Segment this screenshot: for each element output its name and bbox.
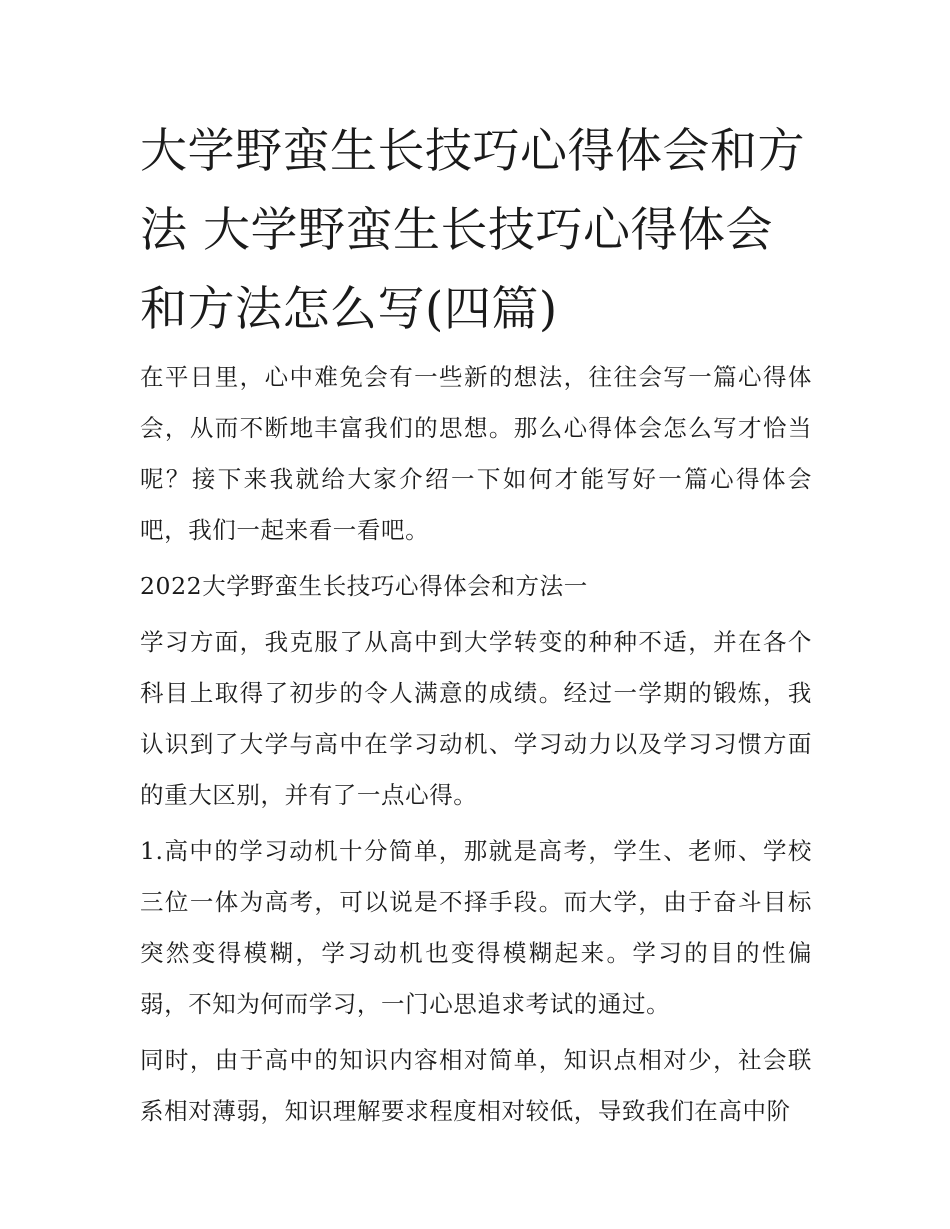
body-paragraph: 1.高中的学习动机十分简单，那就是高考，学生、老师、学校三位一体为高考，可以说是不择手段。而大学，由于奋斗目标突然变得模糊，学习动机也变得模糊起来。学习的目的性偏弱，不知为何而学习，一门心思追求考试的通过。 (140, 837, 812, 1018)
document-body (140, 352, 812, 1142)
document-title: 大学野蛮生长技巧心得体会和方法 大学野蛮生长技巧心得体会和方法怎么写(四篇) (140, 124, 805, 337)
body-paragraph: 同时，由于高中的知识内容相对简单，知识点相对少，社会联系相对薄弱，知识理解要求程度相对较低，导致我们在高中阶 (140, 1046, 812, 1125)
section-heading: 2022大学野蛮生长技巧心得体会和方法一 (140, 572, 588, 600)
intro-paragraph: 在平日里，心中难免会有一些新的想法，往往会写一篇心得体会，从而不断地丰富我们的思想。那么心得体会怎么写才恰当呢？接下来我就给大家介绍一下如何才能写好一篇心得体会吧，我们一起来看一看吧。 (140, 363, 812, 544)
body-paragraph: 学习方面，我克服了从高中到大学转变的种种不适，并在各个科目上取得了初步的令人满意的成绩。经过一学期的锻炼，我认识到了大学与高中在学习动机、学习动力以及学习习惯方面的重大区别，并有了一点心得。 (140, 628, 812, 809)
